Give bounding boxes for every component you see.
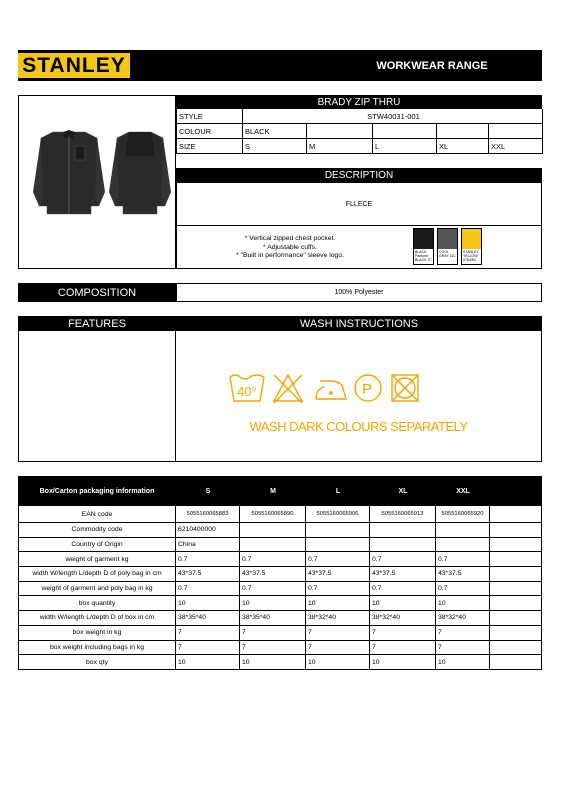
ean-code-cell: 5055160065913: [370, 506, 436, 523]
fabric-text: FLLECE: [176, 183, 542, 226]
packaging-value-cell: 7: [240, 626, 306, 641]
swatch-label: STANLEY YELLOW 0784/84: [463, 250, 479, 262]
jacket-back-image: [109, 132, 171, 214]
packaging-value-cell: 7: [176, 626, 240, 641]
packaging-value-cell: 7: [306, 641, 370, 656]
size-cell: L: [373, 139, 437, 154]
packaging-value-cell: 7: [176, 641, 240, 656]
packaging-table: [18, 506, 542, 670]
packaging-row-label: Commodity code: [19, 523, 176, 538]
spec-empty: [489, 124, 543, 139]
packaging-value-cell: 7: [436, 626, 490, 641]
wash-40-icon: [230, 375, 264, 401]
spec-label-size: SIZE: [177, 139, 243, 154]
packaging-value-cell: 7: [240, 641, 306, 656]
packaging-value-cell: 0.7: [306, 582, 370, 597]
packaging-value-cell: 0.7: [240, 552, 306, 567]
packaging-row-label: weight of garment kg: [19, 552, 176, 567]
packaging-value-cell: [436, 523, 490, 538]
jacket-front-image: [33, 130, 105, 214]
size-header: XL: [398, 487, 408, 495]
packaging-value-cell: 0.7: [306, 552, 370, 567]
spec-empty: [373, 124, 437, 139]
packaging-value-cell: 7: [370, 626, 436, 641]
packaging-header: [18, 476, 542, 506]
bullet-item: * Adjustable cuffs.: [263, 243, 317, 251]
packaging-value-cell: 0.7: [240, 582, 306, 597]
packaging-empty-cell: [490, 552, 542, 567]
packaging-value-cell: 10: [240, 655, 306, 670]
wash-heading: WASH INSTRUCTIONS: [176, 316, 542, 331]
packaging-row-label: weight of garment and poly bag in kg: [19, 582, 176, 597]
features-body: [18, 331, 176, 462]
size-cell: S: [243, 139, 307, 154]
spec-colour-value: BLACK: [243, 124, 307, 139]
swatch-label: BLACK: [415, 250, 427, 254]
packaging-row-label: Country of Origin: [19, 538, 176, 553]
wash-note: WASH DARK COLOURS SEPARATELY: [249, 419, 468, 434]
packaging-row-label: EAN code: [19, 506, 176, 523]
packaging-empty-cell: [490, 596, 542, 611]
packaging-value-cell: 43*37.5: [176, 567, 240, 582]
description-bullets-cell: [176, 226, 542, 269]
stanley-logo: [18, 53, 130, 78]
bullet-item: * "Built in performance" sleeve logo.: [236, 252, 344, 259]
packaging-value-cell: 10: [436, 596, 490, 611]
packaging-empty-cell: [490, 641, 542, 656]
packaging-value-cell: 7: [436, 641, 490, 656]
product-name: BRADY ZIP THRU: [176, 95, 542, 109]
bullet-list: [205, 235, 375, 261]
jacket-illustration: [19, 96, 175, 268]
wash-temp: 40°: [237, 384, 257, 399]
no-bleach-icon: [274, 375, 302, 403]
colour-swatch-cool-gray: [437, 228, 458, 265]
packaging-row-label: width W/length L/depth D of box in cm: [19, 611, 176, 626]
spec-empty: [307, 124, 373, 139]
packaging-value-cell: [306, 523, 370, 538]
packaging-value-cell: 0.7: [176, 552, 240, 567]
packaging-value-cell: 38*35*40: [240, 611, 306, 626]
packaging-value-cell: 43*37.5: [436, 567, 490, 582]
packaging-row-label: box weight including bags in kg: [19, 641, 176, 656]
swatch-label: COOL GRAY 11C: [439, 250, 456, 258]
packaging-value-cell: China: [176, 538, 240, 553]
product-image-cell: [18, 95, 176, 269]
packaging-value-cell: 10: [240, 596, 306, 611]
size-header: M: [270, 487, 276, 495]
range-title: WORKWEAR RANGE: [376, 59, 488, 72]
packaging-value-cell: 43*37.5: [240, 567, 306, 582]
wash-body: [176, 331, 542, 462]
packaging-value-cell: 43*37.5: [370, 567, 436, 582]
packaging-value-cell: [370, 538, 436, 553]
spec-empty: [437, 124, 489, 139]
packaging-empty-cell: [490, 626, 542, 641]
professional-clean-icon: [355, 375, 381, 401]
colour-swatch-black: [413, 228, 434, 265]
packaging-row-label: box quantity: [19, 596, 176, 611]
packaging-value-cell: 6210400000: [176, 523, 240, 538]
size-header: S: [205, 487, 211, 495]
packaging-value-cell: 43*37.5: [306, 567, 370, 582]
no-tumble-dry-icon: [392, 375, 418, 401]
packaging-empty-cell: [490, 655, 542, 670]
svg-text:P: P: [362, 381, 373, 398]
spec-label-colour: COLOUR: [177, 124, 243, 139]
packaging-empty-cell: [490, 567, 542, 582]
description-heading: DESCRIPTION: [176, 168, 542, 183]
packaging-empty-cell: [490, 523, 542, 538]
packaging-heading: Box/Carton packaging information: [39, 487, 155, 495]
packaging-row-label: box qty: [19, 655, 176, 670]
composition-heading: COMPOSITION: [18, 283, 176, 302]
care-icons: [228, 371, 428, 405]
ean-code-cell: 5055160065890: [240, 506, 306, 523]
packaging-value-cell: 0.7: [436, 552, 490, 567]
spec-label-style: STYLE: [177, 109, 243, 124]
ean-code-cell: 5055160065920: [436, 506, 490, 523]
brand-text: STANLEY: [22, 53, 126, 77]
packaging-value-cell: 10: [370, 655, 436, 670]
packaging-value-cell: 0.7: [370, 552, 436, 567]
composition-value: 100% Polyester: [176, 283, 542, 302]
packaging-row-label: box weight in kg: [19, 626, 176, 641]
iron-low-icon: [316, 381, 346, 399]
packaging-value-cell: 38*32*40: [306, 611, 370, 626]
packaging-value-cell: 0.7: [436, 582, 490, 597]
packaging-empty-cell: [490, 582, 542, 597]
ean-code-cell: 5055160065906: [306, 506, 370, 523]
swatch-sub: Pantone: BLACK 7C: [415, 254, 432, 262]
packaging-value-cell: 10: [176, 596, 240, 611]
packaging-value-cell: 0.7: [370, 582, 436, 597]
packaging-value-cell: [436, 538, 490, 553]
packaging-empty-cell: [490, 611, 542, 626]
packaging-value-cell: 10: [370, 596, 436, 611]
size-cell: XXL: [489, 139, 543, 154]
packaging-value-cell: 7: [370, 641, 436, 656]
size-header: XXL: [456, 487, 470, 495]
size-header: L: [335, 487, 341, 495]
packaging-value-cell: [240, 523, 306, 538]
packaging-value-cell: 7: [306, 626, 370, 641]
colour-swatch-stanley-yellow: [461, 228, 482, 265]
packaging-value-cell: 38*35*40: [176, 611, 240, 626]
packaging-value-cell: [240, 538, 306, 553]
packaging-empty-cell: [490, 506, 542, 523]
packaging-value-cell: 38*32*40: [436, 611, 490, 626]
packaging-value-cell: [370, 523, 436, 538]
spec-style-value: STW40031-001: [243, 109, 543, 124]
packaging-value-cell: 10: [306, 655, 370, 670]
features-heading: FEATURES: [18, 316, 176, 331]
size-cell: XL: [437, 139, 489, 154]
packaging-value-cell: [306, 538, 370, 553]
ean-code-cell: 5055160065883: [176, 506, 240, 523]
spec-table: [176, 109, 542, 154]
packaging-value-cell: 38*32*40: [370, 611, 436, 626]
packaging-empty-cell: [490, 538, 542, 553]
size-cell: M: [307, 139, 373, 154]
packaging-value-cell: 10: [436, 655, 490, 670]
bullet-item: * Vertical zipped chest pocket.: [244, 235, 336, 242]
packaging-row-label: width W/length L/depth D of poly bag in cm: [19, 567, 176, 582]
packaging-value-cell: 10: [176, 655, 240, 670]
packaging-value-cell: 0.7: [176, 582, 240, 597]
packaging-value-cell: 10: [306, 596, 370, 611]
